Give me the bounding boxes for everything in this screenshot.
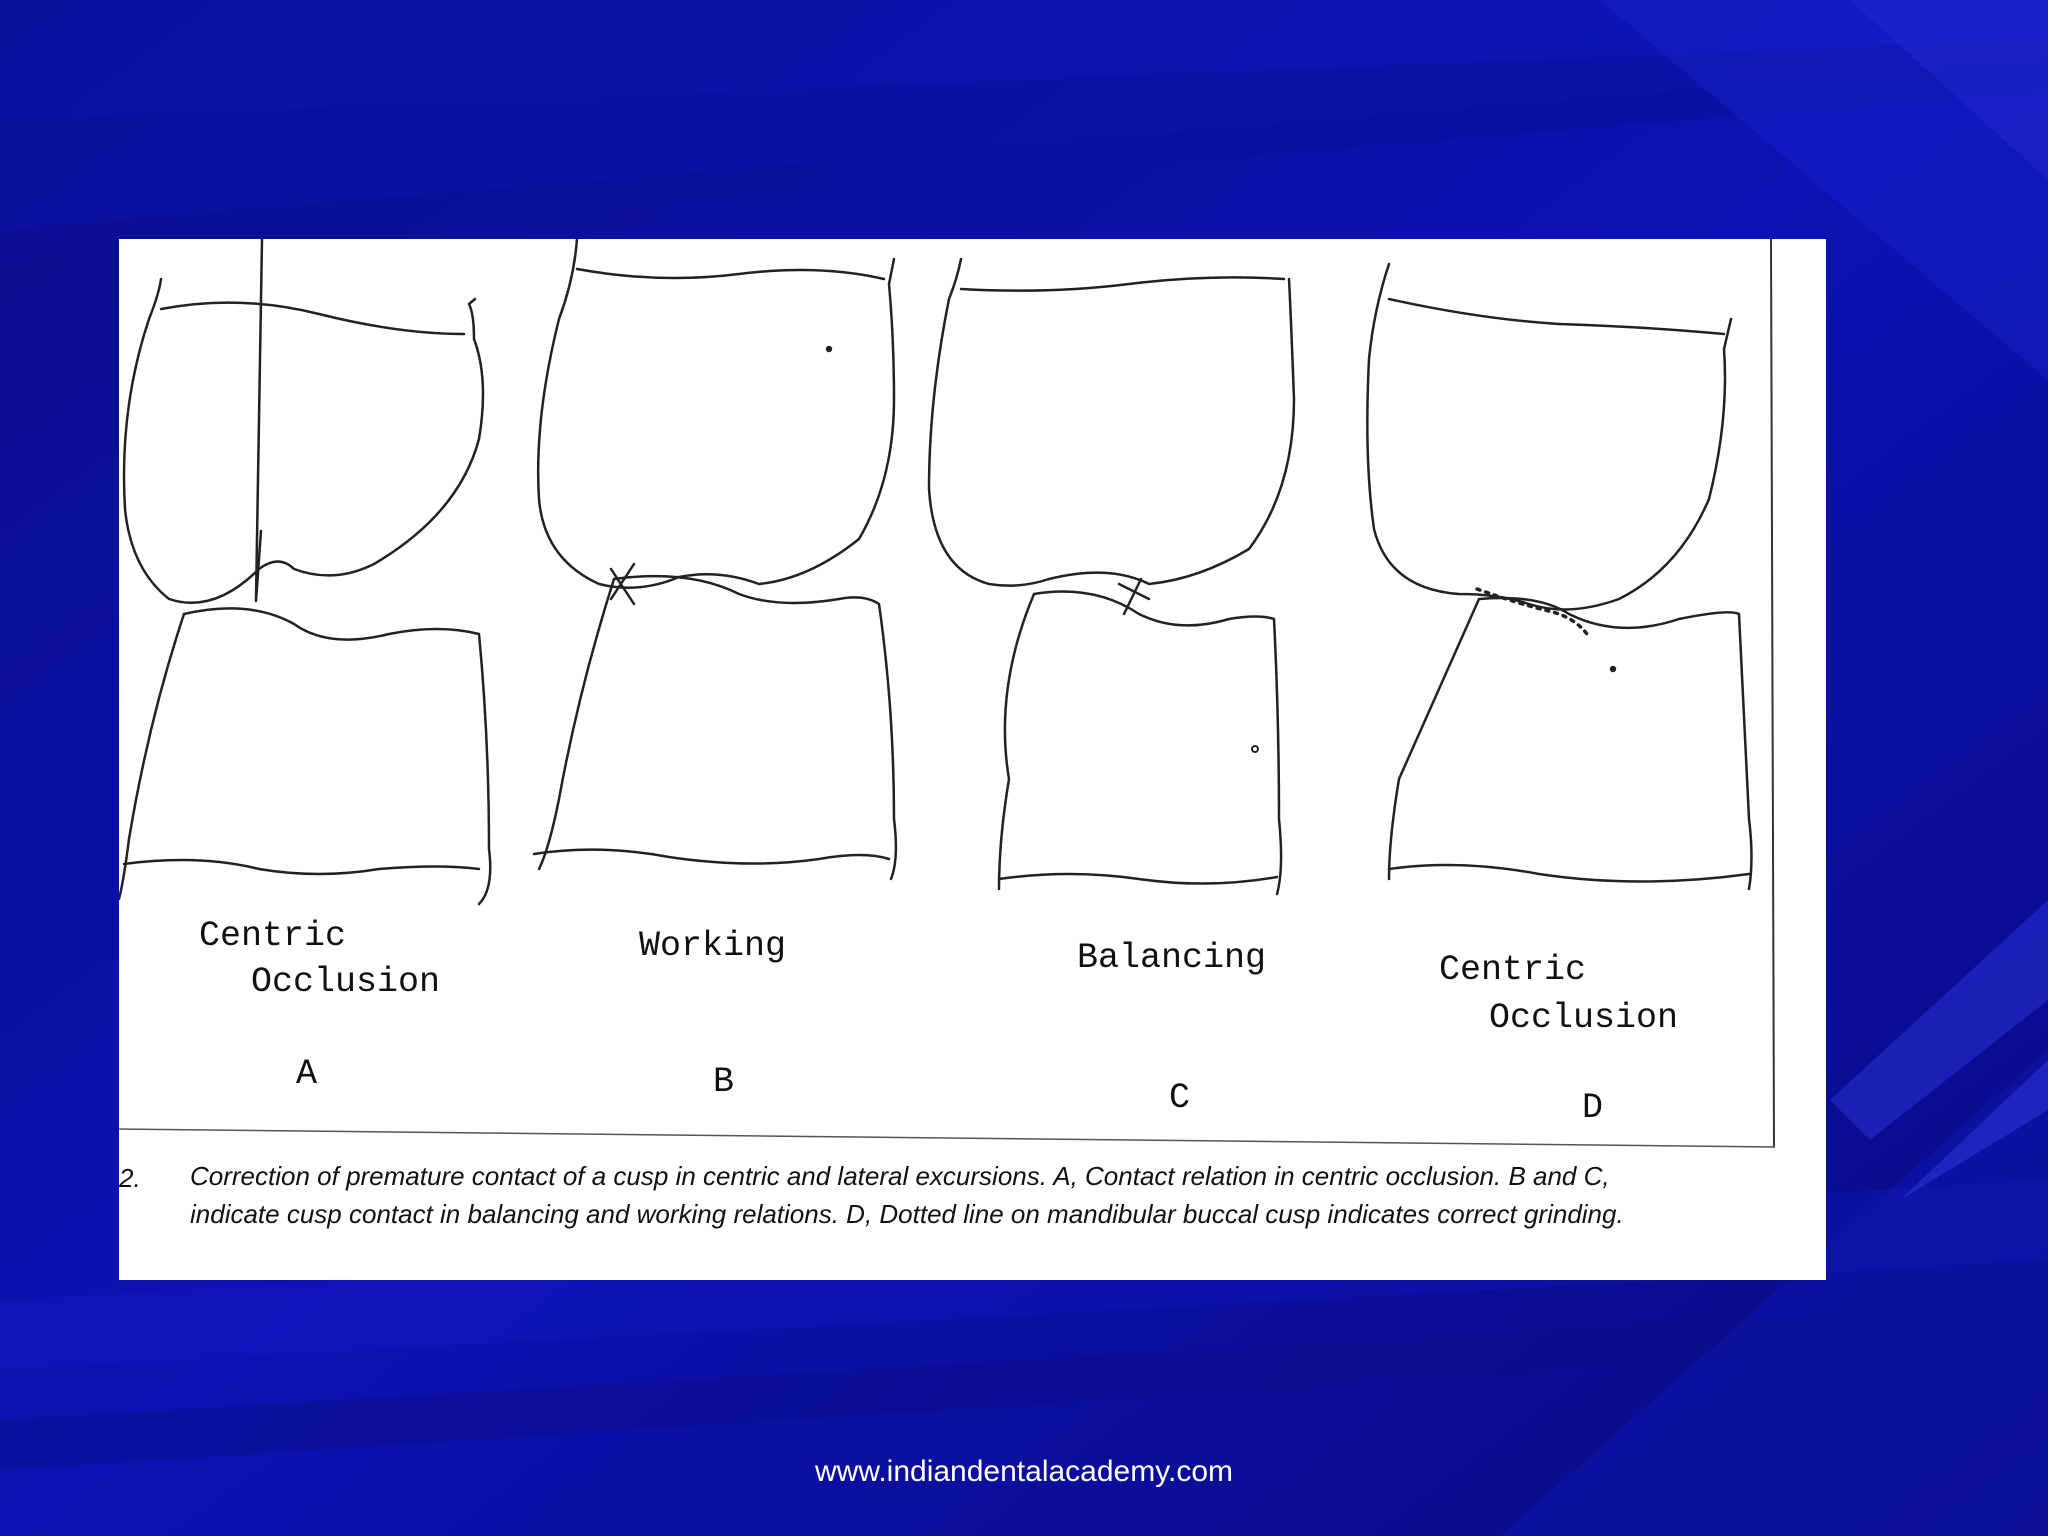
diagram-b-upper-tooth — [538, 239, 894, 588]
grinding-dotted-line — [1477, 589, 1587, 634]
panel-a-label-line1: Centric — [199, 916, 347, 956]
panel-a-letter: A — [296, 1054, 318, 1094]
diagram-a-upper-tooth — [124, 279, 483, 603]
diagram-c-upper-tooth — [929, 259, 1294, 586]
figure-number: 2. — [119, 1163, 141, 1193]
figure-scan — [119, 239, 1826, 1280]
diagram-c-lower-tooth — [999, 592, 1281, 895]
panel-c-letter: C — [1169, 1078, 1191, 1118]
caption-line1: Correction of premature contact of a cusp in centric and lateral excursions. A, Contact relation in centric occlusion. B and C, — [190, 1161, 1610, 1191]
panel-b-label-line1: Working — [639, 926, 787, 966]
tooth-diagrams — [119, 239, 1826, 1280]
panel-d-label-line2: Occlusion — [1489, 998, 1679, 1038]
caption-line2: indicate cusp contact in balancing and working relations. D, Dotted line on mandibular buccal cusp indicates correct grinding. — [190, 1199, 1624, 1229]
diagram-d-lower-tooth — [1389, 598, 1752, 889]
panel-b-letter: B — [713, 1062, 735, 1102]
footer-url: www.indiandentalacademy.com — [815, 1455, 1233, 1488]
diagram-b-lower-tooth — [534, 576, 896, 879]
panel-c-label-line1: Balancing — [1077, 938, 1267, 978]
diagram-d-upper-tooth — [1367, 264, 1731, 609]
panel-d-label-line1: Centric — [1439, 950, 1587, 990]
panel-d-letter: D — [1582, 1088, 1604, 1128]
panel-a-label-line2: Occlusion — [251, 962, 441, 1002]
